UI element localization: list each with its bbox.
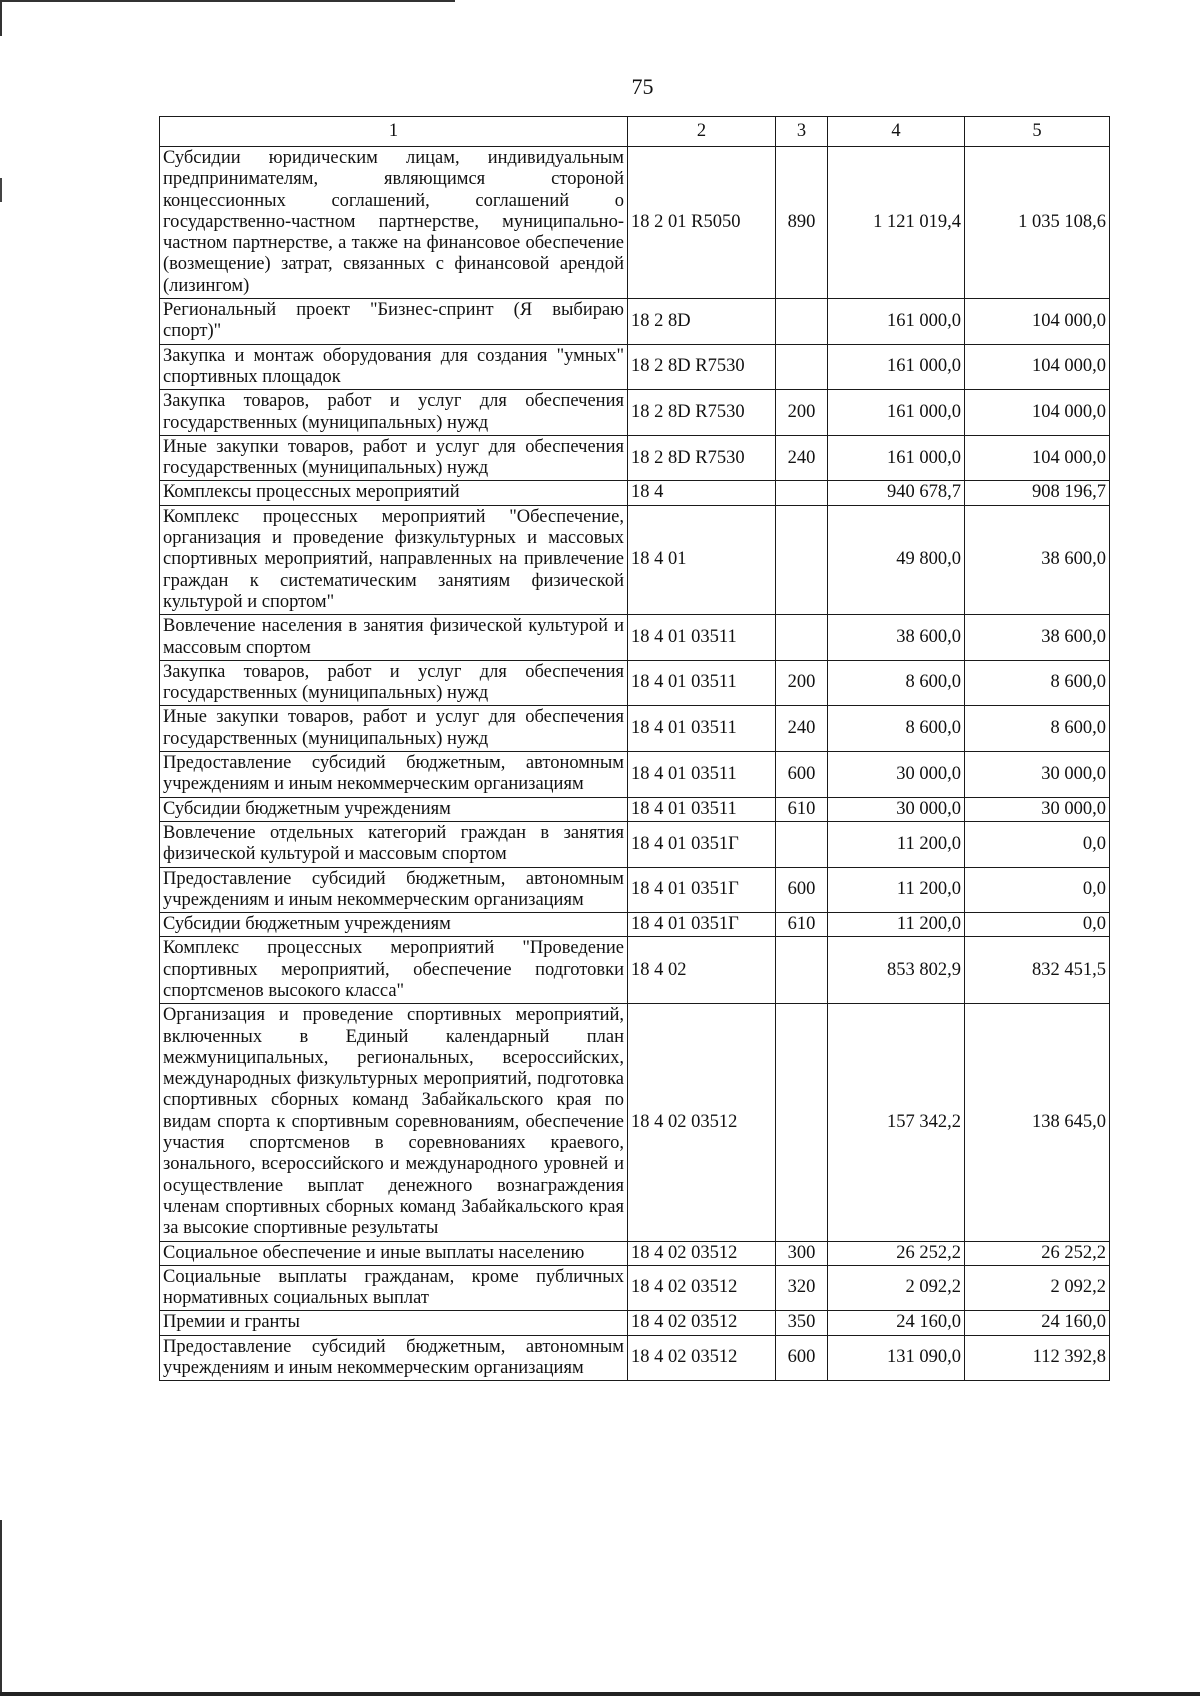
row-value-col4-cell: 8 600,0 xyxy=(828,706,965,752)
row-code-cell: 18 4 02 03512 xyxy=(628,1311,776,1335)
table-row xyxy=(160,913,1110,937)
row-code-cell: 18 2 01 R5050 xyxy=(628,147,776,299)
row-value-col4-cell: 11 200,0 xyxy=(828,867,965,913)
row-code-cell: 18 4 01 xyxy=(628,505,776,614)
row-value-col5-cell: 8 600,0 xyxy=(965,706,1110,752)
row-value-col4-cell: 49 800,0 xyxy=(828,505,965,614)
row-name-cell: Региональный проект "Бизнес-спринт (Я выбираю спорт)" xyxy=(160,299,628,345)
column-header: 2 xyxy=(628,117,776,147)
scan-edge-bottom xyxy=(0,1692,1200,1696)
row-code-cell: 18 4 01 0351Г xyxy=(628,821,776,867)
row-type-cell: 600 xyxy=(776,1335,828,1381)
row-value-col5-cell: 30 000,0 xyxy=(965,797,1110,821)
table-row xyxy=(160,797,1110,821)
table-row xyxy=(160,1311,1110,1335)
row-type-cell xyxy=(776,937,828,1004)
row-value-col5-cell: 0,0 xyxy=(965,867,1110,913)
table-row xyxy=(160,1004,1110,1241)
row-value-col4-cell: 131 090,0 xyxy=(828,1335,965,1381)
row-name-cell: Комплекс процессных мероприятий "Обеспечение, организация и проведение физкультурных и массовых спортивных мероприятий, направленных на привлечение граждан к систематическим занятиям физической культурой и спортом" xyxy=(160,505,628,614)
row-value-col4-cell: 161 000,0 xyxy=(828,390,965,436)
row-name-cell: Предоставление субсидий бюджетным, автономным учреждениям и иным некоммерческим организациям xyxy=(160,867,628,913)
row-value-col4-cell: 11 200,0 xyxy=(828,913,965,937)
table-row xyxy=(160,867,1110,913)
row-value-col4-cell: 26 252,2 xyxy=(828,1241,965,1265)
row-name-cell: Социальные выплаты гражданам, кроме публичных нормативных социальных выплат xyxy=(160,1265,628,1311)
table-row xyxy=(160,752,1110,798)
row-value-col5-cell: 30 000,0 xyxy=(965,752,1110,798)
column-header: 4 xyxy=(828,117,965,147)
table-row xyxy=(160,615,1110,661)
row-type-cell: 350 xyxy=(776,1311,828,1335)
table-row xyxy=(160,299,1110,345)
row-value-col5-cell: 104 000,0 xyxy=(965,390,1110,436)
row-value-col4-cell: 157 342,2 xyxy=(828,1004,965,1241)
page-number: 75 xyxy=(631,74,654,99)
row-type-cell xyxy=(776,344,828,390)
table-row xyxy=(160,505,1110,614)
row-type-cell: 610 xyxy=(776,913,828,937)
row-value-col4-cell: 1 121 019,4 xyxy=(828,147,965,299)
row-type-cell: 200 xyxy=(776,390,828,436)
row-code-cell: 18 4 01 03511 xyxy=(628,660,776,706)
table-row xyxy=(160,1335,1110,1381)
row-code-cell: 18 4 xyxy=(628,481,776,505)
row-type-cell: 240 xyxy=(776,706,828,752)
row-value-col5-cell: 138 645,0 xyxy=(965,1004,1110,1241)
row-name-cell: Субсидии юридическим лицам, индивидуальным предпринимателям, являющимся стороной концессионных соглашений, соглашений о государственно-частном партнерстве, муниципально-частном партнерстве, а также на финансовое обеспечение (возмещение) затрат, связанных с финансовой арендой (лизингом) xyxy=(160,147,628,299)
row-value-col5-cell: 104 000,0 xyxy=(965,299,1110,345)
row-value-col5-cell: 104 000,0 xyxy=(965,435,1110,481)
row-type-cell: 240 xyxy=(776,435,828,481)
scan-edge-left xyxy=(0,178,2,202)
row-value-col4-cell: 8 600,0 xyxy=(828,660,965,706)
row-code-cell: 18 4 02 xyxy=(628,937,776,1004)
row-name-cell: Премии и гранты xyxy=(160,1311,628,1335)
row-code-cell: 18 4 02 03512 xyxy=(628,1241,776,1265)
column-header: 3 xyxy=(776,117,828,147)
row-name-cell: Комплексы процессных мероприятий xyxy=(160,481,628,505)
row-value-col5-cell: 0,0 xyxy=(965,821,1110,867)
row-code-cell: 18 4 02 03512 xyxy=(628,1335,776,1381)
row-type-cell: 200 xyxy=(776,660,828,706)
table-header-row xyxy=(160,117,1110,147)
row-value-col5-cell: 908 196,7 xyxy=(965,481,1110,505)
row-value-col4-cell: 38 600,0 xyxy=(828,615,965,661)
row-value-col4-cell: 11 200,0 xyxy=(828,821,965,867)
row-value-col5-cell: 832 451,5 xyxy=(965,937,1110,1004)
row-code-cell: 18 4 02 03512 xyxy=(628,1265,776,1311)
column-header: 5 xyxy=(965,117,1110,147)
table-row xyxy=(160,660,1110,706)
row-value-col4-cell: 940 678,7 xyxy=(828,481,965,505)
budget-table xyxy=(159,116,1110,1381)
row-type-cell xyxy=(776,615,828,661)
table-row xyxy=(160,821,1110,867)
row-name-cell: Социальное обеспечение и иные выплаты населению xyxy=(160,1241,628,1265)
row-name-cell: Предоставление субсидий бюджетным, автономным учреждениям и иным некоммерческим организациям xyxy=(160,1335,628,1381)
row-code-cell: 18 2 8D R7530 xyxy=(628,435,776,481)
row-value-col4-cell: 853 802,9 xyxy=(828,937,965,1004)
table-row xyxy=(160,344,1110,390)
scan-edge-top xyxy=(0,0,455,2)
row-value-col5-cell: 0,0 xyxy=(965,913,1110,937)
row-code-cell: 18 4 01 03511 xyxy=(628,752,776,798)
row-name-cell: Закупка товаров, работ и услуг для обеспечения государственных (муниципальных) нужд xyxy=(160,660,628,706)
row-type-cell xyxy=(776,299,828,345)
table-row xyxy=(160,147,1110,299)
table-row xyxy=(160,435,1110,481)
row-type-cell xyxy=(776,821,828,867)
row-value-col5-cell: 2 092,2 xyxy=(965,1265,1110,1311)
row-value-col5-cell: 112 392,8 xyxy=(965,1335,1110,1381)
row-type-cell: 320 xyxy=(776,1265,828,1311)
row-name-cell: Иные закупки товаров, работ и услуг для обеспечения государственных (муниципальных) нужд xyxy=(160,435,628,481)
scan-edge-left xyxy=(0,0,2,36)
row-code-cell: 18 4 01 03511 xyxy=(628,615,776,661)
row-value-col5-cell: 104 000,0 xyxy=(965,344,1110,390)
row-code-cell: 18 2 8D R7530 xyxy=(628,390,776,436)
row-type-cell xyxy=(776,505,828,614)
row-value-col4-cell: 161 000,0 xyxy=(828,435,965,481)
row-value-col4-cell: 161 000,0 xyxy=(828,344,965,390)
row-type-cell: 300 xyxy=(776,1241,828,1265)
row-type-cell: 890 xyxy=(776,147,828,299)
table-row xyxy=(160,706,1110,752)
row-value-col4-cell: 30 000,0 xyxy=(828,797,965,821)
row-name-cell: Субсидии бюджетным учреждениям xyxy=(160,797,628,821)
row-code-cell: 18 4 01 03511 xyxy=(628,706,776,752)
scan-edge-left xyxy=(0,1520,2,1696)
row-type-cell: 600 xyxy=(776,867,828,913)
row-code-cell: 18 4 01 03511 xyxy=(628,797,776,821)
row-name-cell: Иные закупки товаров, работ и услуг для обеспечения государственных (муниципальных) нужд xyxy=(160,706,628,752)
row-value-col4-cell: 24 160,0 xyxy=(828,1311,965,1335)
row-value-col5-cell: 38 600,0 xyxy=(965,505,1110,614)
row-type-cell xyxy=(776,481,828,505)
table-row xyxy=(160,390,1110,436)
row-name-cell: Закупка товаров, работ и услуг для обеспечения государственных (муниципальных) нужд xyxy=(160,390,628,436)
column-header: 1 xyxy=(160,117,628,147)
row-value-col5-cell: 26 252,2 xyxy=(965,1241,1110,1265)
table-row xyxy=(160,481,1110,505)
row-type-cell xyxy=(776,1004,828,1241)
row-code-cell: 18 2 8D R7530 xyxy=(628,344,776,390)
row-name-cell: Закупка и монтаж оборудования для создания "умных" спортивных площадок xyxy=(160,344,628,390)
row-code-cell: 18 4 01 0351Г xyxy=(628,867,776,913)
row-code-cell: 18 2 8D xyxy=(628,299,776,345)
row-value-col4-cell: 30 000,0 xyxy=(828,752,965,798)
row-value-col5-cell: 24 160,0 xyxy=(965,1311,1110,1335)
row-name-cell: Субсидии бюджетным учреждениям xyxy=(160,913,628,937)
row-name-cell: Комплекс процессных мероприятий "Проведение спортивных мероприятий, обеспечение подготовки спортсменов высокого класса" xyxy=(160,937,628,1004)
row-name-cell: Предоставление субсидий бюджетным, автономным учреждениям и иным некоммерческим организациям xyxy=(160,752,628,798)
table-row xyxy=(160,1241,1110,1265)
row-type-cell: 610 xyxy=(776,797,828,821)
table-row xyxy=(160,1265,1110,1311)
row-value-col5-cell: 8 600,0 xyxy=(965,660,1110,706)
table-row xyxy=(160,937,1110,1004)
row-value-col4-cell: 2 092,2 xyxy=(828,1265,965,1311)
row-value-col5-cell: 38 600,0 xyxy=(965,615,1110,661)
row-value-col5-cell: 1 035 108,6 xyxy=(965,147,1110,299)
row-value-col4-cell: 161 000,0 xyxy=(828,299,965,345)
row-code-cell: 18 4 01 0351Г xyxy=(628,913,776,937)
row-type-cell: 600 xyxy=(776,752,828,798)
row-name-cell: Вовлечение отдельных категорий граждан в занятия физической культурой и массовым спортом xyxy=(160,821,628,867)
row-code-cell: 18 4 02 03512 xyxy=(628,1004,776,1241)
row-name-cell: Вовлечение населения в занятия физической культурой и массовым спортом xyxy=(160,615,628,661)
row-name-cell: Организация и проведение спортивных мероприятий, включенных в Единый календарный план межмуниципальных, региональных, всероссийских, международных физкультурных мероприятий, подготовка спортивных сборных команд Забайкальского края по видам спорта к спортивным соревнованиям, обеспечение участия спортсменов в соревнованиях краевого, зонального, всероссийского и международного уровней и осуществление выплат денежного вознаграждения членам спортивных сборных команд Забайкальского края за высокие спортивные результаты xyxy=(160,1004,628,1241)
